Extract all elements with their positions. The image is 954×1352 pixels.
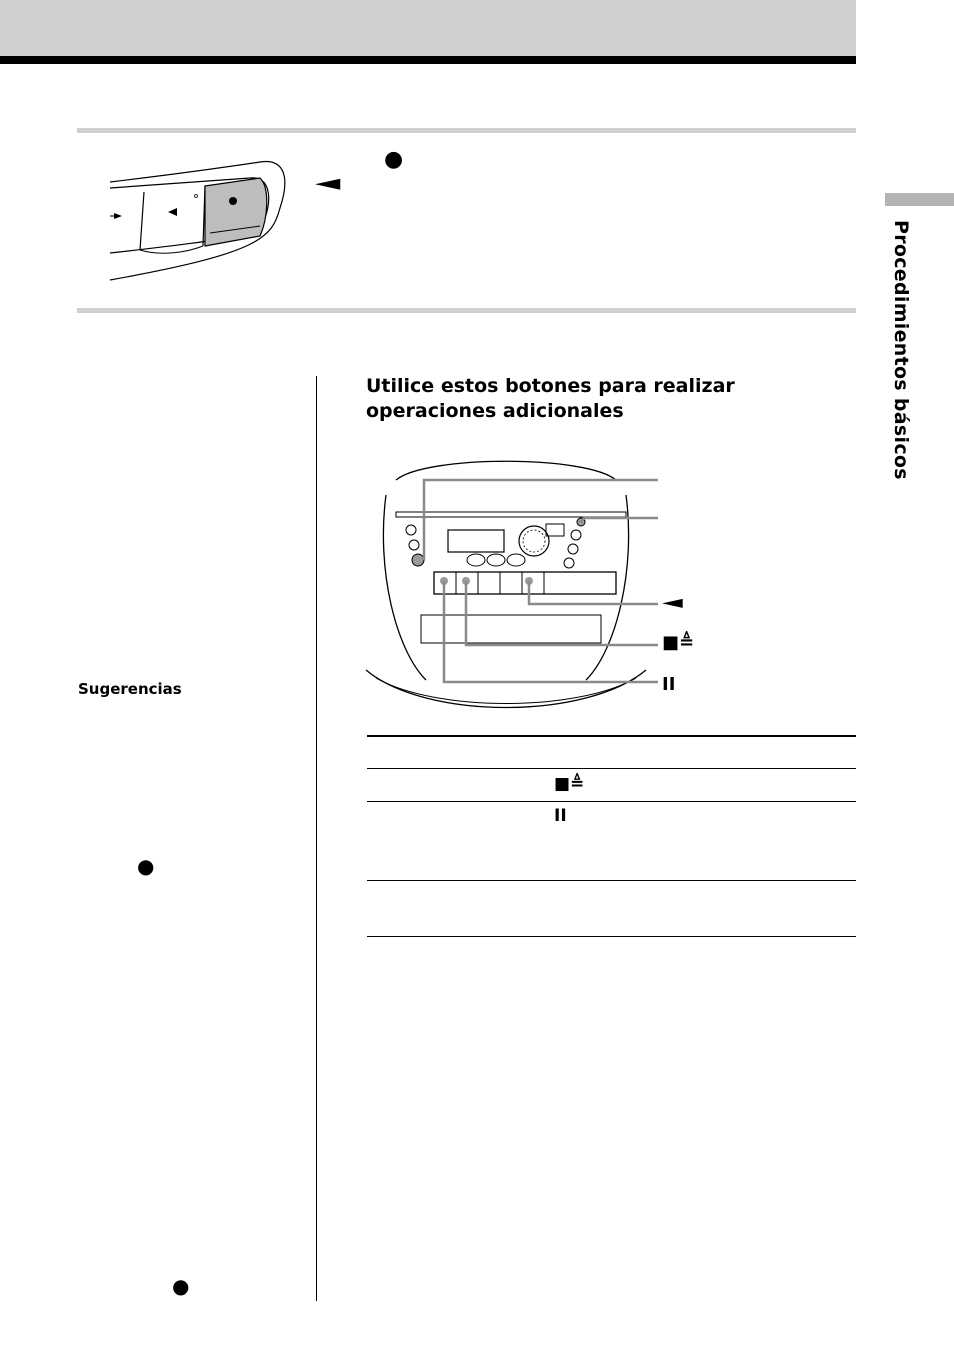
callout-play: ◄ — [662, 592, 683, 613]
table-row-rule — [367, 801, 856, 802]
tips-title: Sugerencias — [78, 680, 182, 698]
table-cell-button: II — [554, 806, 567, 826]
table-cell-button: ■≜ — [554, 774, 585, 794]
record-symbol: ● — [172, 1274, 190, 1298]
record-box-bottom-rule — [77, 308, 856, 313]
section-tab-marker — [885, 193, 954, 206]
callout-pause: II — [662, 674, 676, 695]
callout-stop-eject: ■≜ — [662, 632, 695, 653]
section-heading — [366, 374, 846, 424]
record-buttons-illustration — [100, 158, 300, 283]
column-divider — [316, 376, 317, 1301]
boombox-illustration — [366, 450, 666, 720]
table-row-rule — [367, 768, 856, 769]
heading-line-1: Utilice estos botones para realizar — [366, 375, 735, 397]
table-top-rule — [367, 735, 856, 737]
section-title-vertical: Procedimientos básicos — [890, 220, 912, 480]
table-bottom-rule — [367, 936, 856, 937]
heading-line-2: operaciones adicionales — [366, 400, 624, 422]
record-box-top-rule — [77, 128, 856, 133]
record-symbol: ● — [137, 854, 155, 878]
header-rule — [0, 56, 856, 64]
play-symbol: ◄ — [315, 171, 341, 196]
header-band — [0, 0, 856, 56]
table-row-rule — [367, 880, 856, 881]
record-symbol: ● — [384, 147, 404, 172]
